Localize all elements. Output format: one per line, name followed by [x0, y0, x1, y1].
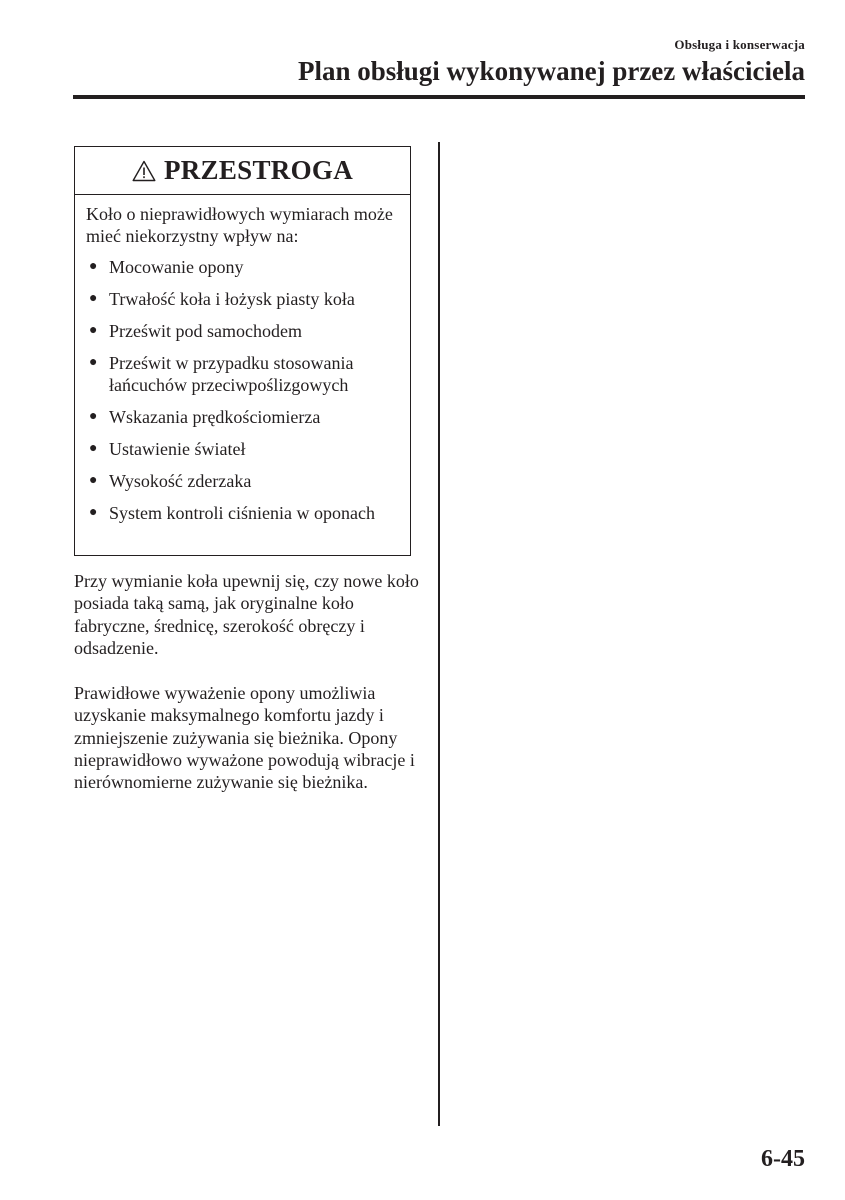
page-number: 6-45: [761, 1146, 805, 1172]
list-item: [86, 320, 400, 342]
bullet-icon: ●: [89, 355, 98, 370]
caution-header: [75, 147, 410, 195]
caution-box: [74, 146, 411, 556]
list-item-text: System kontroli ciśnienia w oponach: [109, 503, 375, 523]
page-title: Plan obsługi wykonywanej przez właściciela: [298, 56, 805, 86]
title-rule: [73, 95, 805, 99]
warning-triangle-icon: [132, 160, 156, 182]
list-item-text: Wskazania prędkościomierza: [109, 407, 321, 427]
column-divider: [438, 142, 440, 1126]
bullet-icon: ●: [89, 409, 98, 424]
bullet-icon: ●: [89, 259, 98, 274]
list-item: [86, 502, 400, 524]
list-item: [86, 406, 400, 428]
list-item-text: Trwałość koła i łożysk piasty koła: [109, 289, 355, 309]
list-item: [86, 470, 400, 492]
caution-body: [75, 195, 410, 524]
bullet-icon: ●: [89, 473, 98, 488]
paragraph-wheel-replacement: Przy wymianie koła upewnij się, czy nowe koło posiada taką samą, jak oryginalne koło fabryczne, średnicę, szerokość obręczy i odsadzenie.: [74, 571, 419, 658]
section-label: Obsługa i konserwacja: [674, 37, 805, 52]
list-item: [86, 438, 400, 460]
list-item-text: Mocowanie opony: [109, 257, 244, 277]
list-item-text: Wysokość zderzaka: [109, 471, 252, 491]
list-item-text: Ustawienie świateł: [109, 439, 246, 459]
list-item-text: Prześwit pod samochodem: [109, 321, 302, 341]
bullet-icon: ●: [89, 505, 98, 520]
caution-title: PRZESTROGA: [163, 155, 354, 185]
caution-intro: Koło o nieprawidłowych wymiarach może mieć niekorzystny wpływ na:: [86, 204, 393, 246]
list-item-text: Prześwit w przypadku stosowania łańcuchów przeciwpoślizgowych: [109, 353, 354, 395]
paragraph-tire-balance: Prawidłowe wyważenie opony umożliwia uzyskanie maksymalnego komfortu jazdy i zmniejszenie zużywania się bieżnika. Opony nieprawidłowo wyważone powodują wibracje i nierównomierne zużywanie się bieżnika.: [74, 683, 415, 793]
list-item: [86, 256, 400, 278]
list-item: [86, 352, 400, 396]
list-item: [86, 288, 400, 310]
bullet-icon: ●: [89, 441, 98, 456]
bullet-icon: ●: [89, 323, 98, 338]
bullet-icon: ●: [89, 291, 98, 306]
caution-list: [86, 256, 400, 524]
